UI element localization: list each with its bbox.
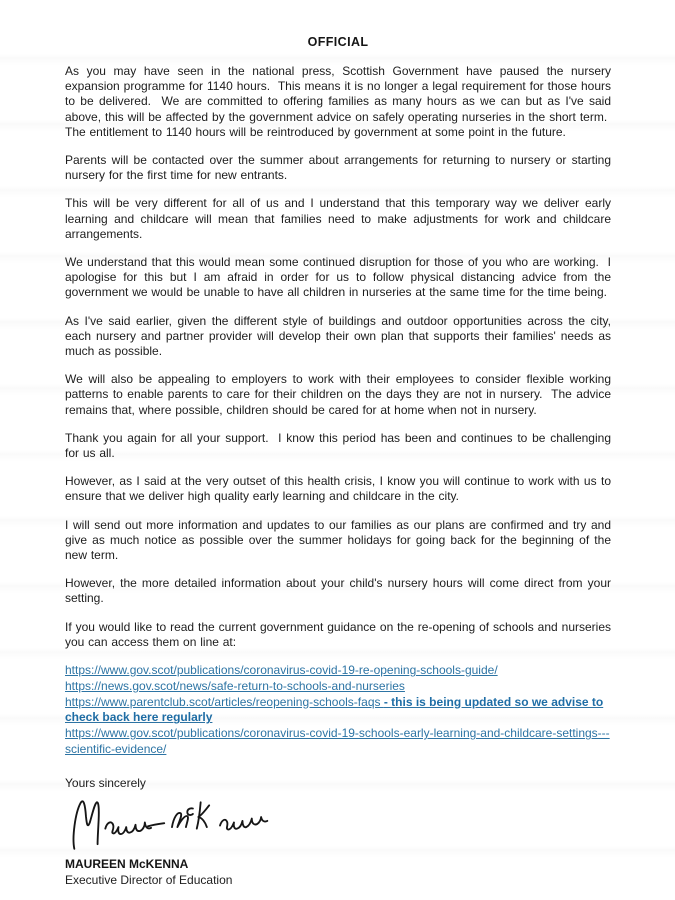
signatory-title: Executive Director of Education [65, 872, 233, 887]
link-parentclub-reopening-faqs[interactable] [65, 695, 603, 725]
paragraph-guidance-intro: If you would like to read the current government guidance on the re-opening of schools and nurseries you can access them on line at: [65, 619, 611, 649]
paragraph-flexible-working: We will also be appealing to employers to work with their employees to consider flexible working patterns to enable parents to care for their children on the days they are not in nursery. The advice remains that, where possible, children should be cared for at home when not in nursery. [65, 372, 611, 417]
link-gov-scot-scientific-evidence[interactable]: https://www.gov.scot/publications/coronavirus-covid-19-schools-early-learning-and-childcare-settings---scientific-evidence/ [65, 726, 610, 757]
link-line [65, 679, 611, 695]
paragraph-nursery-pause: As you may have seen in the national press, Scottish Government have paused the nursery expansion programme for 1140 hours. This means it is no longer a legal requirement for those hours to be delivered. We are committed to offering families as many hours as we can but as I've said above, this will be affected by the government advice on safely operating nurseries in the short term. The entitlement to 1140 hours will be reintroduced by government at some point in the future. [65, 64, 611, 139]
classification-header: OFFICIAL [307, 35, 369, 49]
paragraph-more-information: I will send out more information and updates to our families as our plans are confirmed and try and give as much notice as possible over the summer holidays for going back for the beginning of the new term. [65, 517, 611, 563]
link-line [65, 663, 611, 679]
signature-handwritten-image [59, 793, 271, 855]
closing-salutation: Yours sincerely [65, 775, 146, 790]
link-line [65, 695, 611, 727]
paragraph-disruption-apology: We understand that this would mean some continued disruption for those of you who are working. I apologise for this but I am afraid in order for us to follow physical distancing advice from the government we would be unable to have all children in nurseries at the same time for the time being. [65, 255, 611, 300]
paragraph-setting-detail: However, the more detailed information about your child's nursery hours will come direct from your setting. [65, 576, 611, 606]
paragraph-parents-contacted: Parents will be contacted over the summer about arrangements for returning to nursery or starting nursery for the first time for new entrants. [65, 153, 611, 183]
link-parentclub-url: https://www.parentclub.scot/articles/reopening-schools-faqs [65, 694, 381, 709]
paragraph-thanks: Thank you again for all your support. I know this period has been and continues to be challenging for us all. [65, 430, 611, 461]
paragraph-nursery-plans: As I've said earlier, given the different style of buildings and outdoor opportunities across the city, each nursery and partner provider will develop their own plan that supports their families' needs as much as possible. [65, 313, 611, 359]
link-parentclub-update-note: - this is being updated so we advise to check back here regularly [65, 694, 604, 725]
link-news-gov-scot-safe-return[interactable]: https://news.gov.scot/news/safe-return-to-schools-and-nurseries [65, 678, 405, 693]
link-gov-scot-reopening-guide[interactable]: https://www.gov.scot/publications/coronavirus-covid-19-re-opening-schools-guide/ [65, 663, 498, 678]
paragraph-temporary-delivery: This will be very different for all of us and I understand that this temporary way we deliver early learning and childcare will mean that families need to make adjustments for work and childcare arrangements. [65, 196, 611, 241]
links-block [65, 663, 611, 758]
paragraph-continue-working: However, as I said at the very outset of this health crisis, I know you will continue to work with us to ensure that we deliver high quality early learning and childcare in the city. [65, 474, 611, 504]
link-line [65, 726, 611, 758]
signatory-name: MAUREEN McKENNA [65, 856, 189, 871]
